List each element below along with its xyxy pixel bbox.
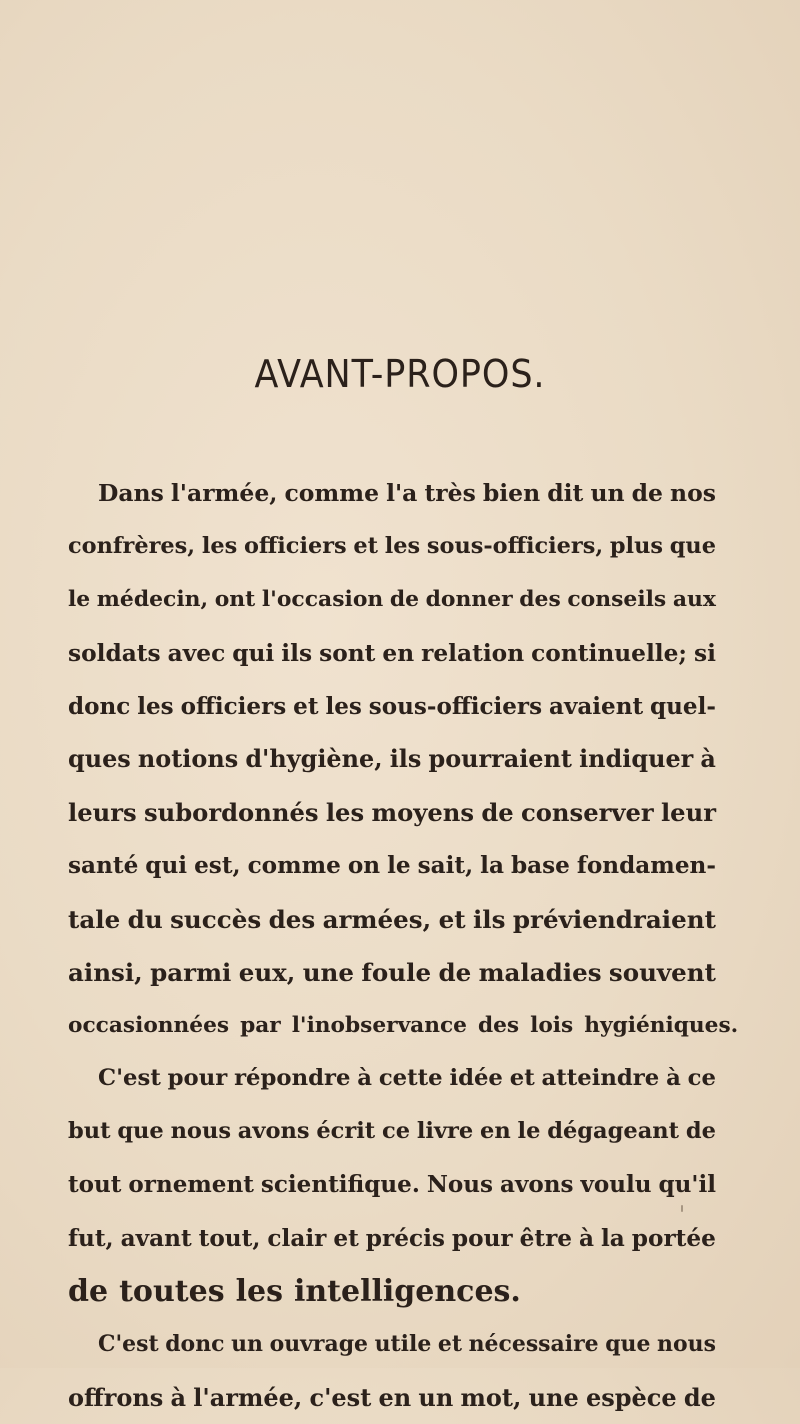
text-line: C'est pour répondre à cette idée et atteindre à ce — [98, 1065, 716, 1092]
text-line: Dans l'armée, comme l'a très bien dit un de nos — [98, 479, 716, 507]
text-line: ques notions d'hygiène, ils pourraient indiquer à — [68, 744, 716, 773]
text-line: tout ornement scientifique. Nous avons voulu qu'il — [68, 1171, 716, 1199]
text-line: ainsi, parmi eux, une foule de maladies souvent — [68, 957, 716, 987]
page-title: AVANT-PROPOS. — [254, 352, 546, 396]
text-line: de toutes les intelligences. — [68, 1273, 521, 1309]
text-line: soldats avec qui ils sont en relation continuelle; si — [68, 639, 716, 667]
text-line: donc les officiers et les sous-officiers avaient quel- — [68, 692, 716, 720]
text-line: occasionnées par l'inobservance des lois hygiéniques. — [68, 1012, 739, 1038]
text-line: leurs subordonnés les moyens de conserver leur — [68, 798, 716, 828]
text-line: but que nous avons écrit ce livre en le dégageant de — [68, 1118, 716, 1145]
text-line: fut, avant tout, clair et précis pour être à la portée — [68, 1224, 716, 1252]
text-line: tale du succès des armées, et ils préviendraient — [68, 904, 716, 934]
text-line: offrons à l'armée, c'est en un mot, une espèce de — [68, 1383, 716, 1413]
text-line: santé qui est, comme on le sait, la base fondamen- — [68, 852, 716, 880]
paper-speck — [681, 1205, 683, 1212]
text-line: confrères, les officiers et les sous-officiers, plus que — [68, 533, 716, 560]
text-line: C'est donc un ouvrage utile et nécessaire que nous — [98, 1331, 716, 1357]
text-line: le médecin, ont l'occasion de donner des conseils aux — [68, 586, 716, 613]
body-text — [68, 467, 739, 1424]
